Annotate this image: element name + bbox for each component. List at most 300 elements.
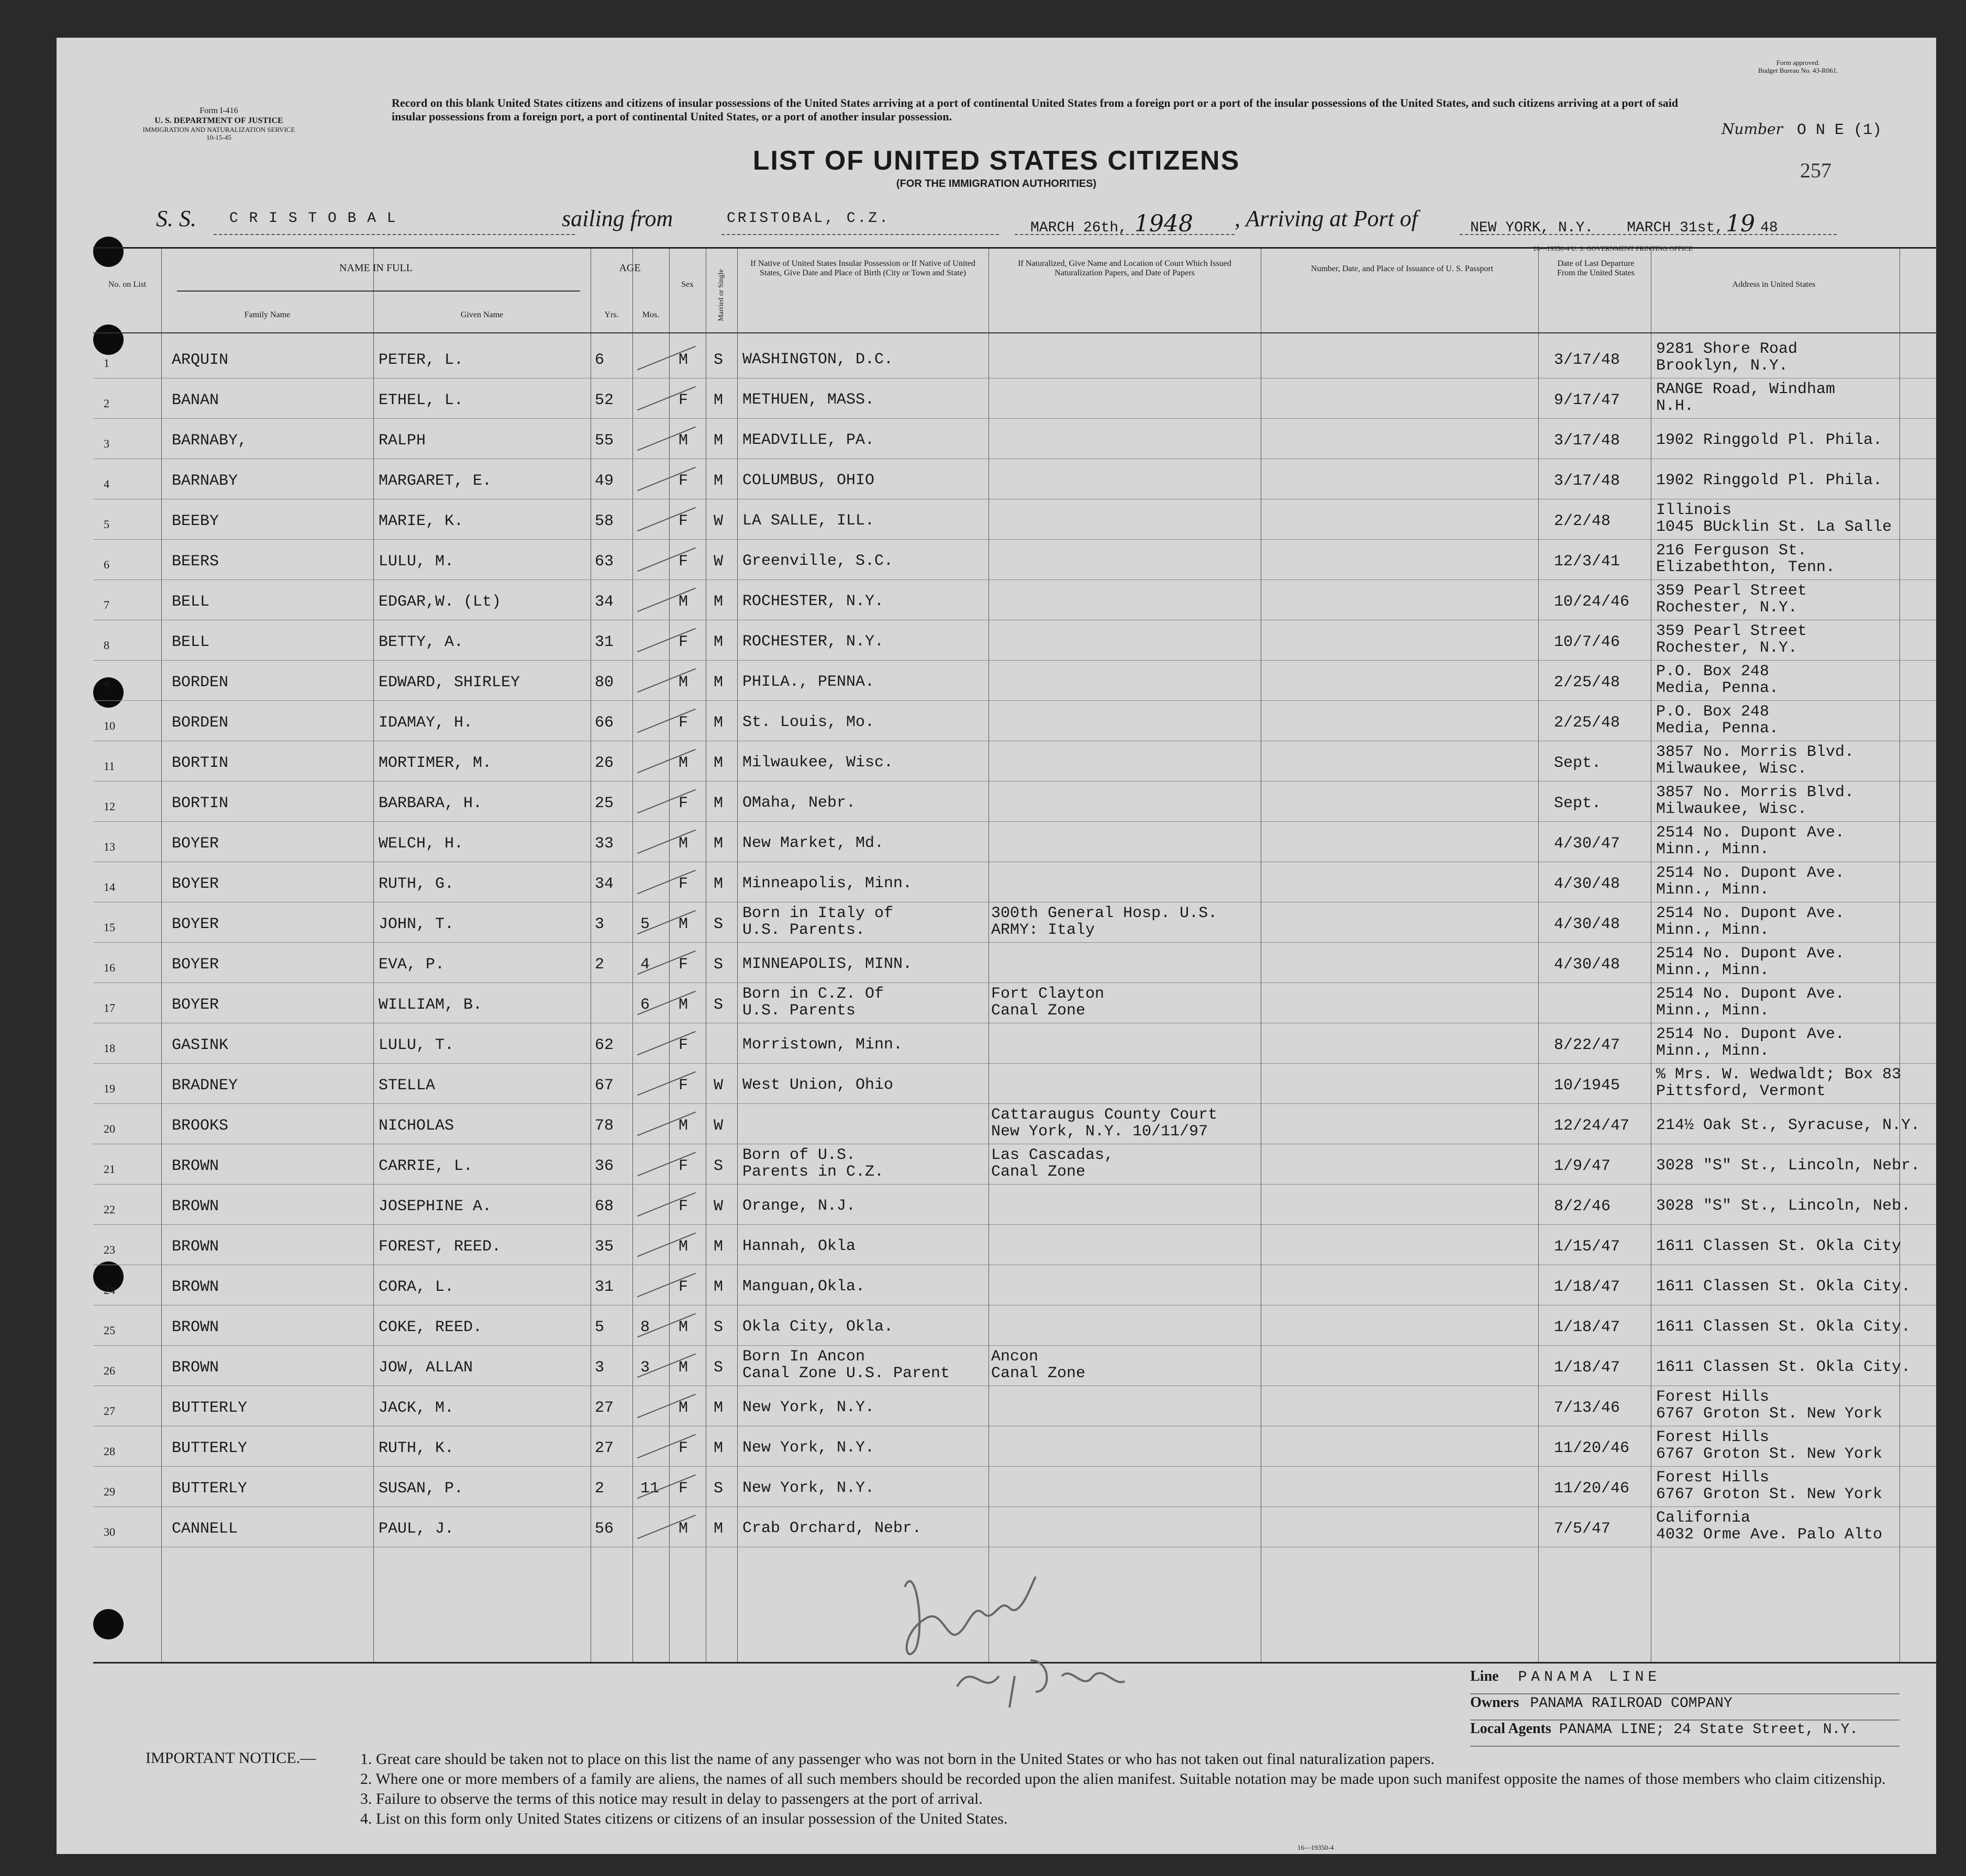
address-line1: 359 Pearl Street (1656, 622, 1807, 640)
address-line1: 3028 "S" St., Lincoln, Nebr. (1656, 1157, 1920, 1175)
row-number: 21 (104, 1163, 115, 1176)
sex: M (679, 432, 688, 450)
address-line1: Forest Hills (1656, 1428, 1770, 1446)
form-number: Form I-416 (199, 106, 238, 115)
row-number: 6 (104, 558, 109, 571)
birthplace-line2: U.S. Parents. (742, 921, 865, 939)
age-months: 3 (640, 1359, 650, 1377)
marital-status: S (714, 956, 724, 974)
header-naturalized: If Naturalized, Give Name and Location of Court Which Issued Naturalization Papers, and Date of Papers (1018, 259, 1231, 277)
passenger-table (93, 247, 1936, 1663)
birthplace-line1: ROCHESTER, N.Y. (742, 593, 884, 610)
birthplace-line1: New York, N.Y. (742, 1439, 875, 1457)
header-age: AGE (619, 262, 641, 274)
birthplace-line2: U.S. Parents (742, 1002, 856, 1020)
sex: F (679, 553, 688, 571)
address (1656, 472, 1882, 489)
table-row (93, 781, 1936, 821)
address-line1: 1902 Ringgold Pl. Phila. (1656, 431, 1883, 449)
address (1656, 1198, 1911, 1214)
marital-status: M (714, 795, 724, 812)
family-name: BORDEN (172, 674, 229, 691)
birthplace-line1: MEADVILLE, PA. (742, 431, 875, 449)
age-years: 49 (595, 472, 614, 490)
sailing-label: sailing from (562, 206, 673, 231)
address-line1: 1611 Classen St. Okla City. (1656, 1278, 1911, 1296)
table-row (93, 902, 1936, 942)
row-number: 7 (104, 598, 109, 611)
row-number: 26 (104, 1364, 115, 1377)
agents-row (1470, 1721, 1900, 1747)
family-name: BROWN (172, 1359, 219, 1377)
marital-status: S (714, 915, 724, 933)
address-line2: Minn., Minn. (1656, 881, 1770, 899)
birthplace-line1: ROCHESTER, N.Y. (742, 633, 884, 651)
ss-label: S. S. (156, 206, 196, 231)
given-name: IDAMAY, H. (379, 714, 473, 732)
table-row (93, 741, 1936, 781)
departure-date: 1/15/47 (1554, 1238, 1620, 1256)
address-line1: 2514 No. Dupont Ave. (1656, 985, 1845, 1003)
marital-status: M (714, 714, 724, 732)
age-years: 3 (595, 915, 605, 933)
header-address: Address in United States (1732, 280, 1816, 289)
sex: M (679, 915, 688, 933)
departure-date: 11/20/46 (1554, 1480, 1630, 1498)
ship-field (214, 210, 575, 235)
sex: M (679, 1319, 688, 1336)
address-line2: 6767 Groton St. New York (1656, 1445, 1883, 1463)
row-number: 15 (104, 921, 115, 934)
birthplace (742, 1480, 874, 1497)
row-number: 8 (104, 639, 109, 652)
sex: M (679, 1399, 688, 1417)
sex: F (679, 714, 688, 732)
birthplace (742, 392, 874, 408)
departure-date: Sept. (1554, 795, 1602, 812)
ship-name: C R I S T O B A L (229, 210, 397, 227)
table-row (93, 1224, 1936, 1265)
birthplace-line1: St. Louis, Mo. (742, 713, 875, 731)
given-name: EVA, P. (379, 956, 445, 974)
departure-date: 8/2/46 (1554, 1198, 1611, 1215)
birthplace-line2: Canal Zone U.S. Parent (742, 1365, 950, 1382)
address-line2: N.H. (1656, 397, 1694, 415)
address (1656, 583, 1807, 616)
departure-date: 8/22/47 (1554, 1036, 1620, 1054)
address-line2: Brooklyn, N.Y. (1656, 357, 1789, 375)
header-no: No. on List (108, 280, 147, 289)
form-info (109, 106, 329, 141)
birthplace (742, 1399, 874, 1416)
address (1656, 1389, 1882, 1422)
row-number: 23 (104, 1243, 115, 1256)
address (1656, 744, 1854, 777)
address (1656, 1319, 1911, 1335)
address (1656, 1469, 1882, 1503)
address-line2: Minn., Minn. (1656, 841, 1770, 858)
age-years: 34 (595, 875, 614, 893)
table-row (93, 1103, 1936, 1144)
footer-code: 16—19350-4 (1297, 1844, 1334, 1851)
given-name: MARGARET, E. (379, 472, 492, 490)
departure-date: 12/24/47 (1554, 1117, 1630, 1135)
address-line1: Forest Hills (1656, 1388, 1770, 1406)
address-line1: P.O. Box 248 (1656, 703, 1770, 721)
row-number: 18 (104, 1042, 115, 1055)
arriving-label: , Arriving at Port of (1235, 206, 1418, 231)
table-row (93, 1063, 1936, 1103)
age-years: 33 (595, 835, 614, 853)
address (1656, 1429, 1882, 1462)
naturalization-line2: ARMY: Italy (991, 921, 1095, 939)
sex: M (679, 1359, 688, 1377)
birthplace (742, 1077, 893, 1093)
departure-date: 7/13/46 (1554, 1399, 1620, 1417)
departure-date: 2/25/48 (1554, 674, 1620, 691)
given-name: BETTY, A. (379, 633, 464, 651)
row-number: 25 (104, 1324, 115, 1337)
table-row (93, 942, 1936, 982)
table-row (93, 620, 1936, 660)
sex: M (679, 593, 688, 611)
birthplace (742, 1439, 874, 1456)
departure-date: 9/17/47 (1554, 392, 1620, 409)
row-number: 24 (104, 1283, 115, 1297)
sex: F (679, 1480, 688, 1498)
from-port-field (721, 210, 999, 235)
row-number: 12 (104, 800, 115, 813)
address (1656, 542, 1835, 576)
naturalization-line1: Cattaraugus County Court (991, 1106, 1218, 1124)
row-number: 20 (104, 1122, 115, 1135)
birthplace-line1: New York, N.Y. (742, 1399, 875, 1416)
age-years: 34 (595, 593, 614, 611)
given-name: COKE, REED. (379, 1319, 483, 1336)
birthplace-line1: Born In Ancon (742, 1348, 865, 1366)
birthplace (742, 905, 893, 939)
age-years: 68 (595, 1198, 614, 1215)
address (1656, 341, 1797, 374)
address (1656, 1026, 1845, 1059)
sex: F (679, 1198, 688, 1215)
header-yrs: Yrs. (604, 310, 619, 319)
address (1656, 1066, 1901, 1100)
family-name: BELL (172, 633, 210, 651)
address (1656, 905, 1845, 939)
age-years: 26 (595, 754, 614, 772)
marital-status: S (714, 1359, 724, 1377)
sex: M (679, 996, 688, 1014)
table-row (93, 1466, 1936, 1506)
family-name: BROWN (172, 1157, 219, 1175)
address-line1: 3857 No. Morris Blvd. (1656, 784, 1854, 801)
birthplace (742, 835, 884, 852)
address-line2: Elizabethton, Tenn. (1656, 559, 1836, 576)
given-name: STELLA (379, 1077, 436, 1095)
marital-status: M (714, 432, 724, 450)
address-line1: 9281 Shore Road (1656, 340, 1798, 358)
age-years: 63 (595, 553, 614, 571)
service: IMMIGRATION AND NATURALIZATION SERVICE (142, 126, 295, 133)
header-mos: Mos. (642, 310, 660, 319)
birthplace-line1: New York, N.Y. (742, 1479, 875, 1497)
sex: F (679, 956, 688, 974)
row-number: 10 (104, 719, 115, 732)
number-block (1721, 120, 1882, 139)
address-line2: Minn., Minn. (1656, 1042, 1770, 1060)
family-name: BUTTERLY (172, 1399, 248, 1417)
row-number: 14 (104, 880, 115, 894)
age-years: 6 (595, 351, 605, 369)
address-line2: 6767 Groton St. New York (1656, 1405, 1883, 1423)
sex: M (679, 674, 688, 691)
marital-status: M (714, 1278, 724, 1296)
naturalization-line1: Ancon (991, 1348, 1039, 1366)
given-name: WELCH, H. (379, 835, 464, 853)
sex: M (679, 351, 688, 369)
department: U. S. DEPARTMENT OF JUSTICE (154, 116, 283, 125)
age-months: 4 (640, 956, 650, 974)
row-number: 17 (104, 1001, 115, 1014)
approval-info (1758, 59, 1838, 74)
birthplace-line1: Milwaukee, Wisc. (742, 754, 894, 772)
departure-date: 4/30/47 (1554, 835, 1620, 853)
birthplace-line1: Born in C.Z. Of (742, 985, 884, 1003)
family-name: BUTTERLY (172, 1480, 248, 1498)
given-name: JOSEPHINE A. (379, 1198, 492, 1215)
birthplace (742, 472, 874, 489)
family-name: BEEBY (172, 512, 219, 530)
address (1656, 1359, 1911, 1376)
marital-status: S (714, 1319, 724, 1336)
sex: F (679, 633, 688, 651)
marital-status: M (714, 674, 724, 691)
address-line1: 2514 No. Dupont Ave. (1656, 945, 1845, 963)
birthplace (742, 714, 874, 731)
given-name: LULU, T. (379, 1036, 454, 1054)
age-years: 52 (595, 392, 614, 409)
form-approved: Form approved. (1776, 59, 1820, 66)
notice-item: 4. List on this form only United States citizens or citizens of an insular possession of the United States. (360, 1810, 1008, 1827)
header-name: NAME IN FULL (339, 262, 413, 274)
birthplace (742, 986, 884, 1019)
table-row (93, 418, 1936, 459)
departure-date: 4/30/48 (1554, 956, 1620, 974)
birthplace (742, 432, 874, 449)
table-row (93, 1023, 1936, 1063)
naturalization (991, 1147, 1114, 1180)
row-number: 22 (104, 1203, 115, 1216)
birthplace (742, 795, 856, 811)
naturalization (991, 1107, 1217, 1140)
departure-date: 1/18/47 (1554, 1359, 1620, 1377)
family-name: BOYER (172, 915, 219, 933)
header-given: Given Name (460, 310, 504, 319)
age-years: 27 (595, 1399, 614, 1417)
departure-date: 3/17/48 (1554, 472, 1620, 490)
birthplace-line1: MINNEAPOLIS, MINN. (742, 955, 913, 973)
table-row (93, 539, 1936, 579)
birthplace (742, 1278, 865, 1295)
address-line1: % Mrs. W. Wedwaldt; Box 83 (1656, 1066, 1902, 1084)
birthplace-line1: Manguan,Okla. (742, 1278, 865, 1296)
table-row (93, 1144, 1936, 1184)
age-years: 78 (595, 1117, 614, 1135)
birthplace-line1: Born of U.S. (742, 1146, 856, 1164)
form-date: 10-15-45 (206, 133, 231, 141)
family-name: BOYER (172, 996, 219, 1014)
birthplace-line1: West Union, Ohio (742, 1076, 894, 1094)
birthplace (742, 956, 912, 973)
age-years: 56 (595, 1520, 614, 1538)
address-line1: 214½ Oak St., Syracuse, N.Y. (1656, 1116, 1920, 1134)
sex: F (679, 1157, 688, 1175)
age-months: 8 (640, 1319, 650, 1336)
address-line1: 359 Pearl Street (1656, 582, 1807, 600)
table-row (93, 821, 1936, 862)
given-name: JOW, ALLAN (379, 1359, 473, 1377)
row-number: 2 (104, 397, 109, 410)
from-date: MARCH 26th, (1030, 220, 1127, 236)
header-sex: Sex (681, 280, 694, 289)
given-name: CORA, L. (379, 1278, 454, 1296)
marital-status: M (714, 1238, 724, 1256)
marital-status: S (714, 1480, 724, 1498)
to-port: NEW YORK, N.Y. (1470, 220, 1594, 236)
given-name: BARBARA, H. (379, 795, 483, 812)
notice-list (360, 1749, 1905, 1829)
birthplace (742, 553, 893, 570)
birthplace (742, 754, 893, 771)
row-number: 13 (104, 840, 115, 853)
birthplace-line1: LA SALLE, ILL. (742, 512, 875, 530)
owners-label: Owners (1470, 1694, 1519, 1711)
line-block (1470, 1668, 1900, 1747)
table-row (93, 1265, 1936, 1305)
age-years: 27 (595, 1439, 614, 1457)
header-native: If Native of United States Insular Possession or If Native of United States, Give Date and Place of Birth (City or Town and State) (750, 259, 975, 277)
row-number: 5 (104, 518, 109, 531)
birthplace (742, 1238, 856, 1255)
sex: M (679, 1238, 688, 1256)
owners-row (1470, 1694, 1900, 1721)
address-line2: 1045 BUcklin St. La Salle (1656, 518, 1892, 536)
row-number: 19 (104, 1082, 115, 1095)
marital-status: M (714, 1439, 724, 1457)
naturalization-line1: 300th General Hosp. U.S. (991, 904, 1218, 922)
marital-status: M (714, 754, 724, 772)
birthplace-line1: Greenville, S.C. (742, 552, 894, 570)
row-number: 27 (104, 1404, 115, 1417)
marital-status: M (714, 633, 724, 651)
birthplace-line1: New Market, Md. (742, 834, 884, 852)
birthplace (742, 674, 874, 690)
age-years: 2 (595, 956, 605, 974)
naturalization (991, 1348, 1085, 1382)
family-name: BROWN (172, 1198, 219, 1215)
family-name: BANAN (172, 392, 219, 409)
record-instructions: Record on this blank United States citizens and citizens of insular possessions of the United States arriving at a port of continental United States from a foreign port or a port of the insular possessions of the United States, and such citizens arriving at a port of said insular possessions from a foreign port, a port of continental United States, or a port of another insular possession. (392, 96, 1679, 123)
given-name: RUTH, G. (379, 875, 454, 893)
table-row (93, 660, 1936, 700)
marital-status: M (714, 835, 724, 853)
family-name: BORTIN (172, 754, 229, 772)
family-name: CANNELL (172, 1520, 238, 1538)
family-name: BROWN (172, 1278, 219, 1296)
birthplace-line1: Okla City, Okla. (742, 1318, 894, 1336)
given-name: WILLIAM, B. (379, 996, 483, 1014)
header-married: Married or Single (717, 269, 725, 321)
birthplace-line1: COLUMBUS, OHIO (742, 472, 875, 489)
given-name: MARIE, K. (379, 512, 464, 530)
naturalization-line1: Las Cascadas, (991, 1146, 1114, 1164)
from-year: 1948 (1134, 210, 1193, 237)
departure-date: 4/30/48 (1554, 875, 1620, 893)
sex: F (679, 1077, 688, 1095)
address-line1: 1902 Ringgold Pl. Phila. (1656, 472, 1883, 489)
manifest-sheet (57, 38, 1936, 1854)
family-name: BORDEN (172, 714, 229, 732)
departure-date: 1/9/47 (1554, 1157, 1611, 1175)
departure-date: 4/30/48 (1554, 915, 1620, 933)
address-line2: 6767 Groton St. New York (1656, 1486, 1883, 1503)
table-row (93, 378, 1936, 418)
departure-date: 2/25/48 (1554, 714, 1620, 732)
given-name: CARRIE, L. (379, 1157, 473, 1175)
birthplace-line2: Parents in C.Z. (742, 1163, 884, 1181)
to-year-prefix: 19 (1726, 210, 1756, 237)
birthplace-line1: Crab Orchard, Nebr. (742, 1520, 922, 1537)
address-line2: Rochester, N.Y. (1656, 639, 1798, 657)
marital-status: S (714, 1157, 724, 1175)
address-line2: Milwaukee, Wisc. (1656, 800, 1807, 818)
departure-date: 1/18/47 (1554, 1319, 1620, 1336)
page-title: LIST OF UNITED STATES CITIZENS (752, 146, 1240, 176)
birthplace (742, 1198, 856, 1214)
address-line2: 4032 Orme Ave. Palo Alto (1656, 1526, 1883, 1544)
address-line2: Minn., Minn. (1656, 1002, 1770, 1020)
birthplace-line1: Orange, N.J. (742, 1197, 856, 1215)
birthplace-line1: PHILA., PENNA. (742, 673, 875, 691)
marital-status: S (714, 996, 724, 1014)
family-name: BROOKS (172, 1117, 229, 1135)
age-years: 80 (595, 674, 614, 691)
header-departure: Date of Last Departure From the United States (1557, 259, 1635, 277)
age-months: 6 (640, 996, 650, 1014)
address (1656, 1157, 1920, 1174)
header-family: Family Name (244, 310, 291, 319)
sex: F (679, 795, 688, 812)
table-row (93, 1345, 1936, 1386)
address-line2: Media, Penna. (1656, 720, 1779, 738)
number-value: O N E (1) (1796, 121, 1882, 139)
given-name: ETHEL, L. (379, 392, 464, 409)
address-line1: P.O. Box 248 (1656, 663, 1770, 680)
address (1656, 1238, 1901, 1255)
birthplace-line1: METHUEN, MASS. (742, 391, 875, 409)
departure-date: 10/7/46 (1554, 633, 1620, 651)
agents-label: Local Agents (1470, 1721, 1551, 1737)
notice-item: 1. Great care should be taken not to place on this list the name of any passenger who was not born in the United States or who has not taken out final naturalization papers. (360, 1750, 1435, 1768)
family-name: BARNABY, (172, 432, 248, 450)
line-label: Line (1470, 1668, 1499, 1684)
marital-status: S (714, 351, 724, 369)
address-line1: 1611 Classen St. Okla City. (1656, 1318, 1911, 1336)
birthplace (742, 351, 893, 368)
naturalization-line2: Canal Zone (991, 1365, 1086, 1382)
row-number: 16 (104, 961, 115, 974)
